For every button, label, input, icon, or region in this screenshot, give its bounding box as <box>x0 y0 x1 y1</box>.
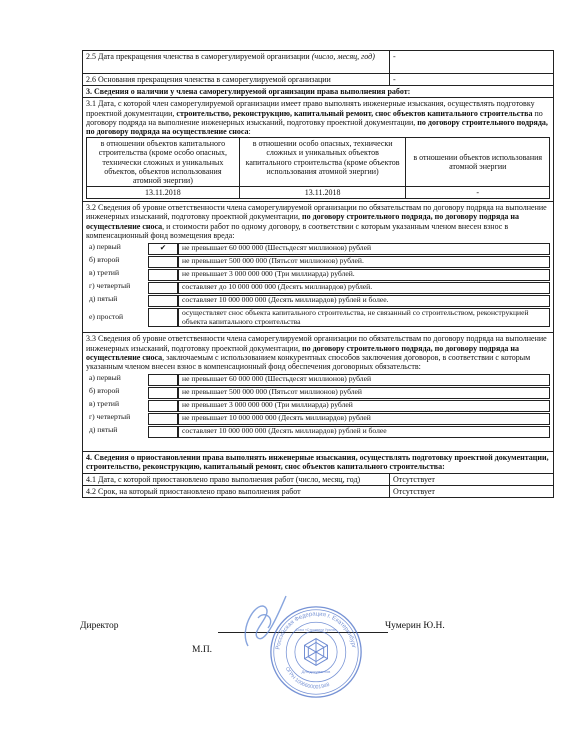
s32-level-name: а) первый <box>89 242 121 251</box>
s32-level-check <box>148 282 178 294</box>
s26-num: 2.6 <box>86 75 96 84</box>
row-2-6 <box>83 74 554 86</box>
organization-seal <box>268 604 364 700</box>
document-body <box>82 50 554 498</box>
row-4-1 <box>83 473 554 485</box>
s31-col2: в отношении особо опасных, технически сложных и уникальных объектов капитального строительства (кроме объектов использования атомной энергии) <box>239 138 406 187</box>
s31-text-a: 3.1 Дата, с которой член саморегулируемой организации имеет право выполнять инженерные изыскания, осуществлять подготовку проектной документации, <box>86 99 535 118</box>
s33-level-row <box>86 400 550 412</box>
s32-text-b: по договору строительного подряда, по договору подряда на осуществление сноса <box>86 212 519 231</box>
seal-emblem-icon <box>304 639 327 666</box>
s32-level-name: б) второй <box>89 255 120 264</box>
s42-value: Отсутствует <box>390 485 554 497</box>
s33-level-name: д) пятый <box>89 425 118 435</box>
s33-level-desc: не превышает 500 000 000 (Пятьсот миллионов) рублей <box>178 387 550 399</box>
s32-level-name: д) пятый <box>89 294 118 303</box>
s33-level-name: б) второй <box>89 386 120 396</box>
s33-text-b: по договору строительного подряда, по договору подряда на осуществление сноса <box>86 343 519 362</box>
s31-text-c: по договору подряда на выполнение инженерных изысканий, подготовку проектной документации, <box>86 108 543 127</box>
s33-level-row <box>86 387 550 399</box>
s32-level-row <box>86 295 550 307</box>
director-name: Чумерин Ю.Н. <box>385 621 445 631</box>
s33-level-name: в) третий <box>89 399 120 409</box>
s41-value: Отсутствует <box>390 473 554 485</box>
s26-label: Основания прекращения членства в саморегулируемой организации <box>98 75 331 84</box>
s31-dates-table <box>86 137 550 199</box>
s33-level-desc: не превышает 3 000 000 000 (Три миллиарда) рублей <box>178 400 550 412</box>
s32-level-check: ✔ <box>148 243 178 255</box>
s25-label: Дата прекращения членства в саморегулируемой организации <box>98 52 310 61</box>
seal-ring-top: Российская Федерация г. Екатеринбург <box>275 611 357 650</box>
s31-text-b: строительство, реконструкцию, капитальный ремонт, снос объектов капитального строительства <box>176 108 533 118</box>
s32-level-row <box>86 243 550 255</box>
s32-level-desc: осуществляет снос объекта капитального строительства, не связанный со строительством, реконструкцией объекта капитального строительства <box>178 308 550 327</box>
s41-label: 4.1 Дата, с которой приостановлено право выполнения работ <box>86 474 294 484</box>
s31-val2: 13.11.2018 <box>239 187 406 199</box>
s33-level-desc: не превышает 10 000 000 000 (Десять миллиардов) рублей <box>178 413 550 425</box>
s31-text: 3.1 Дата, с которой член саморегулируемой организации имеет право выполнять инженерные изыскания, осуществлять подготовку проектной документации, строительство, реконструкцию, капитальный ремонт, снос объектов капитального строительства по договору подряда на выполнение инженерных изысканий, подготовку проектной документации, по договору строительного подряда, по договору подряда на осуществление сноса: <box>86 99 548 136</box>
s25-num: 2.5 <box>86 52 96 61</box>
s32-level-row <box>86 256 550 268</box>
s31-col3: в отношении объектов использования атомной энергии <box>406 138 550 187</box>
s33-text <box>86 334 550 371</box>
row-3-3 <box>83 333 554 452</box>
s33-level-check <box>148 413 178 425</box>
s32-level-name: в) третий <box>89 268 120 277</box>
row-section-4 <box>83 452 554 473</box>
s26-value: - <box>390 74 554 86</box>
s33-levels <box>86 373 550 439</box>
s32-level-name: г) четвертый <box>89 281 131 290</box>
row-3-1 <box>83 98 554 202</box>
s32-level-desc: не превышает 60 000 000 (Шестьдесят миллионов) рублей <box>178 243 550 255</box>
row-4-2 <box>83 485 554 497</box>
seal-ring-bottom: ОГРН 1096600001948 <box>283 666 331 691</box>
s32-level-check <box>148 269 178 281</box>
row-2-5 <box>83 51 554 74</box>
s33-level-check <box>148 400 178 412</box>
s32-level-row <box>86 308 550 327</box>
section-3-title: 3. Сведения о наличии у члена саморегулируемой организации права выполнения работ: <box>83 86 554 98</box>
seal-center-text: Для документов <box>301 670 331 675</box>
s32-level-row <box>86 282 550 294</box>
row-section-3 <box>83 86 554 98</box>
s32-level-desc: не превышает 3 000 000 000 (Три миллиарда) рублей. <box>178 269 550 281</box>
director-title: Директор <box>80 621 119 631</box>
s32-level-check <box>148 308 178 327</box>
s32-text <box>86 203 550 240</box>
s33-level-row <box>86 374 550 386</box>
s25-value: - <box>390 51 554 74</box>
s31-col1: в отношении объектов капитального строительства (кроме особо опасных, технически сложных и уникальных объектов, объектов использования атомной энергии) <box>87 138 240 187</box>
s33-level-desc: не превышает 60 000 000 (Шестьдесят миллионов) рублей <box>178 374 550 386</box>
s25-hint: (число, месяц, год) <box>311 52 375 61</box>
s33-level-name: а) первый <box>89 373 121 383</box>
seal-ring-mid: Союз «Строители Урала» <box>295 627 337 632</box>
s33-level-name: г) четвертый <box>89 412 131 422</box>
s32-level-check <box>148 256 178 268</box>
s33-level-check <box>148 387 178 399</box>
s32-level-desc: составляет 10 000 000 000 (Десять миллиардов) рублей и более. <box>178 295 550 307</box>
s33-level-desc: составляет 10 000 000 000 (Десять миллиардов) рублей и более <box>178 426 550 438</box>
form-table <box>82 50 554 498</box>
s32-level-row <box>86 269 550 281</box>
s32-level-desc: не превышает 500 000 000 (Пятьсот миллионов) рублей. <box>178 256 550 268</box>
stamp-place-label: М.П. <box>192 645 213 655</box>
s33-level-check <box>148 374 178 386</box>
s33-text-a: 3.3 Сведения об уровне ответственности члена саморегулируемой организации по обязательствам по договору подряда на выполнение инженерных изысканий, подготовку проектной документации, <box>86 334 547 353</box>
s31-val1: 13.11.2018 <box>87 187 240 199</box>
s33-level-row <box>86 426 550 438</box>
row-3-2 <box>83 202 554 333</box>
s32-levels <box>86 242 550 328</box>
s33-level-row <box>86 413 550 425</box>
s31-text-d: по договору строительного подряда, по договору подряда на осуществление сноса <box>86 117 548 136</box>
s33-text-c: , заключаемым с использованием конкурентных способов заключения договоров, в соответствии с которым указанным членом внесен взнос в компенсационный фонд обеспечения договорных обязательств: <box>86 352 531 371</box>
s32-level-check <box>148 295 178 307</box>
s33-level-check <box>148 426 178 438</box>
s41-hint: (число, месяц, год) <box>295 474 361 484</box>
s42-label: 4.2 Срок, на который приостановлено право выполнения работ <box>83 485 390 497</box>
section-4-title: 4. Сведения о приостановлении права выполнять инженерные изыскания, осуществлять подготовку проектной документации, строительство, реконструкцию, капитальный ремонт, снос объектов капитального строительства: <box>83 452 554 473</box>
s32-text-a: 3.2 Сведения об уровне ответственности члена саморегулируемой организации по обязательствам по договору подряда на выполнение инженерных изысканий, подготовку проектной документации, <box>86 203 547 222</box>
s31-val3: - <box>406 187 550 199</box>
s32-level-name: е) простой <box>89 312 124 322</box>
s32-text-c: , и стоимости работ по одному договору, в соответствии с которым указанным членом внесен взнос в компенсационный фонд возмещения вреда: <box>86 221 509 240</box>
s32-level-desc: составляет до 10 000 000 000 (Десять миллиардов) рублей. <box>178 282 550 294</box>
